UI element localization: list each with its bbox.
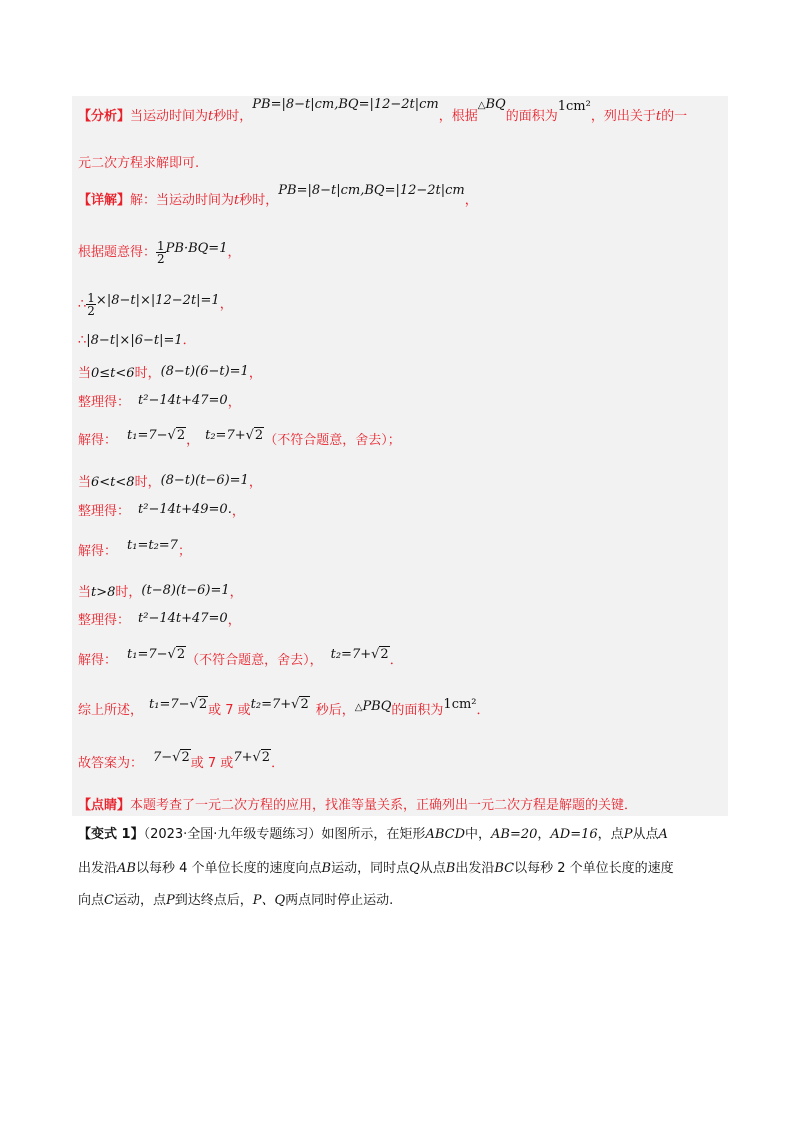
case-2-condition: 当6<t<8时，(8−t)(t−6)=1， [78, 473, 262, 490]
analysis-area: 1cm² [557, 99, 591, 114]
case-3-solution: 解得： t₁=7−√2（不符合题意，舍去）， t₂=7+√2． [78, 647, 403, 668]
case-1-condition: 当0≤t<6时，(8−t)(6−t)=1， [78, 364, 262, 381]
detail-tag: 【详解】 [78, 193, 131, 208]
variant-line-1: 【变式 1】（2023·全国·九年级专题练习）如图所示，在矩形ABCD中，AB=20，AD=16，点P从点A [78, 827, 668, 842]
fraction-one-half: $\frac{1}{2}$ [87, 291, 95, 318]
final-answer-line: 故答案为： 7−√2或 7 或7+√2． [78, 750, 285, 771]
step-3: ∴|8−t|×|6−t|=1． [78, 333, 196, 348]
analysis-line-1: 【分析】当运动时间为t秒时，PB=|8−t|cm,BQ=|12−2t|cm，根据△BQ的面积为1cm²，列出关于t的一 [78, 97, 688, 124]
case-1-solution: 解得： t₁=7−√2， t₂=7+√2（不符合题意，舍去）； [78, 428, 401, 448]
fraction-one-half: $\frac{1}{2}$ [157, 239, 165, 266]
case-3-simplify: 整理得： t²−14t+47=0， [78, 611, 241, 628]
variant-tag: 【变式 1】 [78, 827, 144, 842]
variant-line-3: 向点C运动，点P到达终点后，P、Q两点同时停止运动. [78, 893, 394, 908]
comment-line: 【点睛】本题考查了一元二次方程的应用，找准等量关系，正确列出一元二次方程是解题的关键． [78, 798, 638, 813]
step-2: ∴ $\frac{1}{2}$ ×|8−t|×|12−2t|=1， [78, 291, 233, 318]
comment-tag: 【点睛】 [78, 798, 131, 813]
analysis-triangle: △BQ [477, 97, 506, 112]
analysis-formula: PB=|8−t|cm,BQ=|12−2t|cm [252, 97, 439, 112]
detail-formula: PB=|8−t|cm,BQ=|12−2t|cm [278, 183, 465, 198]
analysis-tag: 【分析】 [78, 109, 131, 124]
analysis-line-2: 元二次方程求解即可. [78, 156, 200, 171]
step-1: 根据题意得： $\frac{1}{2}$ PB·BQ=1， [78, 239, 241, 266]
case-3-condition: 当t>8时，(t−8)(t−6)=1， [78, 583, 243, 600]
case-2-solution: 解得： t₁=t₂=7； [78, 538, 191, 559]
detail-line: 【详解】解：当运动时间为t秒时，PB=|8−t|cm,BQ=|12−2t|cm， [78, 183, 478, 208]
summary-line: 综上所述， t₁=7−√2或 7 或t₂=7+√2 秒后，△PBQ的面积为1cm²． [78, 697, 490, 718]
case-2-simplify: 整理得： t²−14t+49=0.， [78, 502, 245, 519]
case-1-simplify: 整理得： t²−14t+47=0， [78, 393, 241, 410]
variant-line-2: 出发沿AB以每秒 4 个单位长度的速度向点B运动，同时点Q从点B出发沿BC以每秒 2 个单位长度的速度 [78, 861, 674, 876]
